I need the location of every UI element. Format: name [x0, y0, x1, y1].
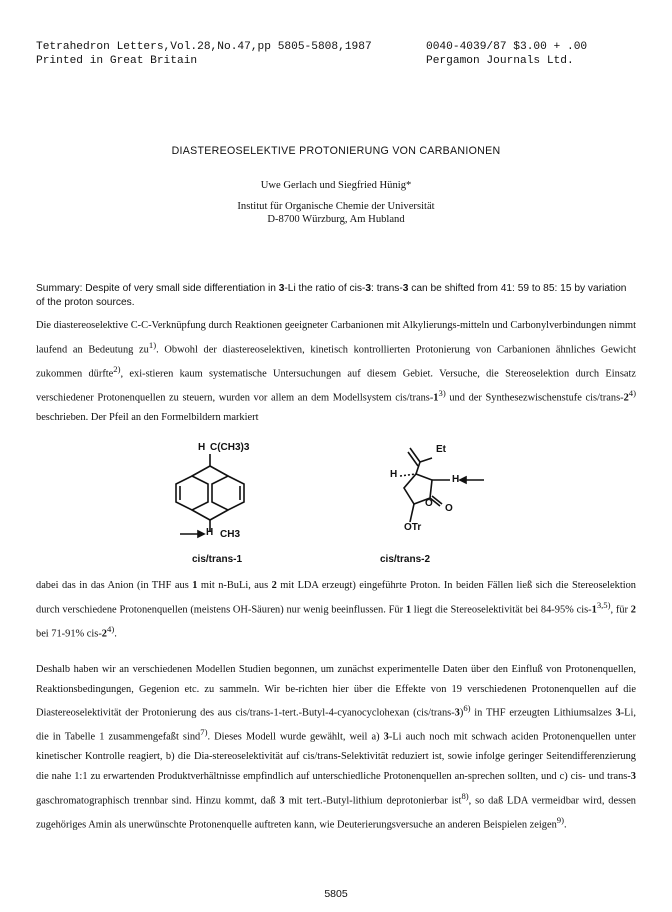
- article-title: DIASTEREOSELEKTIVE PROTONIERUNG VON CARBANIONEN: [171, 145, 501, 157]
- authors: Uwe Gerlach und Siegfried Hünig*: [260, 180, 412, 191]
- structure-1-ch3: CH3: [220, 529, 241, 540]
- printed-in: Printed in Great Britain: [36, 55, 198, 67]
- structure-2-et: Et: [436, 444, 446, 455]
- article-code: 0040-4039/87 $3.00 + .00: [426, 41, 588, 53]
- affiliation-line-1: Institut für Organische Chemie der Universität: [237, 201, 435, 212]
- paragraph-2: dabei das in das Anion (in THF aus 1 mit n-BuLi, aus 2 mit LDA erzeugt) eingeführte Proton. In beiden Fällen ließ sich die Stereoselektion durch verschiedene Protonenquellen (meistens OH-Säuren) nur wenig beeinflussen. Für 1 liegt die Stereoselektivität bei 84-95% cis-1$^{3,5)}$, für 2 bei 71-91% cis-2$^{4)}$.: [36, 580, 637, 640]
- structure-2-h-right: H: [452, 474, 460, 485]
- structure-1-h-top: H: [198, 442, 206, 453]
- structure-2-diagram: [370, 430, 500, 540]
- paragraph-3: Deshalb haben wir an verschiedenen Modellen Studien begonnen, um zunächst experimentelle Daten über den Einfluß von Protonenquellen, Reaktionsbedingungen, Gegenion etc. zu sammeln. Wir be-richten hier über die Effekte von 19 verschiedenen Protonenquellen auf die Diastereoselektivität der Protonierung des aus cis/trans-1-tert.-Butyl-4-cyanocyclohexan (cis/trans-3)$^{6)}$ in THF erzeugten Lithiumsalzes 3-Li, die in Tabelle 1 zusammengefaßt sind$^{7)}$. Dieses Modell wurde gewählt, weil a) 3-Li auch noch mit schwach aciden Protonenquellen unter kinetischer Kontrolle reagiert, b) die Dia-stereoselektivität auf cis/trans-Selektivität reduziert ist, sowie infolge geringer Seitendifferenzierung die nahe 1:1 zu erwartenden Produktverhältnisse empfindlich auf unterschiedliche Protonenquellen an-sprechen sollten, und c) cis- und trans-3 gaschromatographisch trennbar sind. Hinzu kommt, daß 3 mit tert.-Butyl-lithium deprotonierbar ist$^{8)}$, so daß LDA vermeidbar wird, dessen zugehöriges Amin als unerwünschte Protonenquelle auftreten kann, wie Deuterierungsversuche an anderen Beispielen zeigen$^{9)}$.: [36, 664, 637, 831]
- publisher: Pergamon Journals Ltd.: [426, 55, 574, 67]
- structure-2-o-carbonyl: O: [445, 503, 453, 514]
- summary: Summary: Despite of very small side differentiation in 3-Li the ratio of cis-3: trans-3 can be shifted from 41: 59 to 85: 15 by variation of the proton sources.: [36, 283, 627, 308]
- structure-1-label: cis/trans-1: [192, 554, 243, 565]
- structure-2-o-ring: O: [425, 498, 433, 509]
- paragraph-1: Die diastereoselektive C-C-Verknüpfung durch Reaktionen geeigneter Carbanionen mit Alkylierungs-mitteln und Carbonylverbindungen nimmt laufend an Bedeutung $zu^{1)}$. Obwohl der diastereoselektiven, kinetisch kontrollierten Protonierung von Carbanionen ähnliches Gewicht zukommen dürfte$^{2)}$, exi-stieren kaum systematische Untersuchungen auf diesem Gebiet. Versuche, die Stereoselektion durch Einsatz verschiedener Protonenquellen zu steuern, wurden vor allem an dem Modellsystem cis/trans-1$^{3)}$ und der Synthesezwischenstufe cis/trans-2$^{4)}$ beschrieben. Der Pfeil an den Formelbildern markiert: [36, 320, 637, 423]
- structure-2-label: cis/trans-2: [380, 554, 431, 565]
- structure-1-tbu: C(CH3)3: [210, 442, 250, 453]
- structure-2-h-left: H: [390, 469, 398, 480]
- journal-citation: Tetrahedron Letters,Vol.28,No.47,pp 5805-5808,1987: [36, 41, 372, 53]
- affiliation-line-2: D-8700 Würzburg, Am Hubland: [267, 214, 405, 225]
- structure-1-h-bottom: H: [206, 527, 214, 538]
- page-number: 5805: [324, 888, 348, 900]
- structure-2-otr: OTr: [404, 522, 422, 533]
